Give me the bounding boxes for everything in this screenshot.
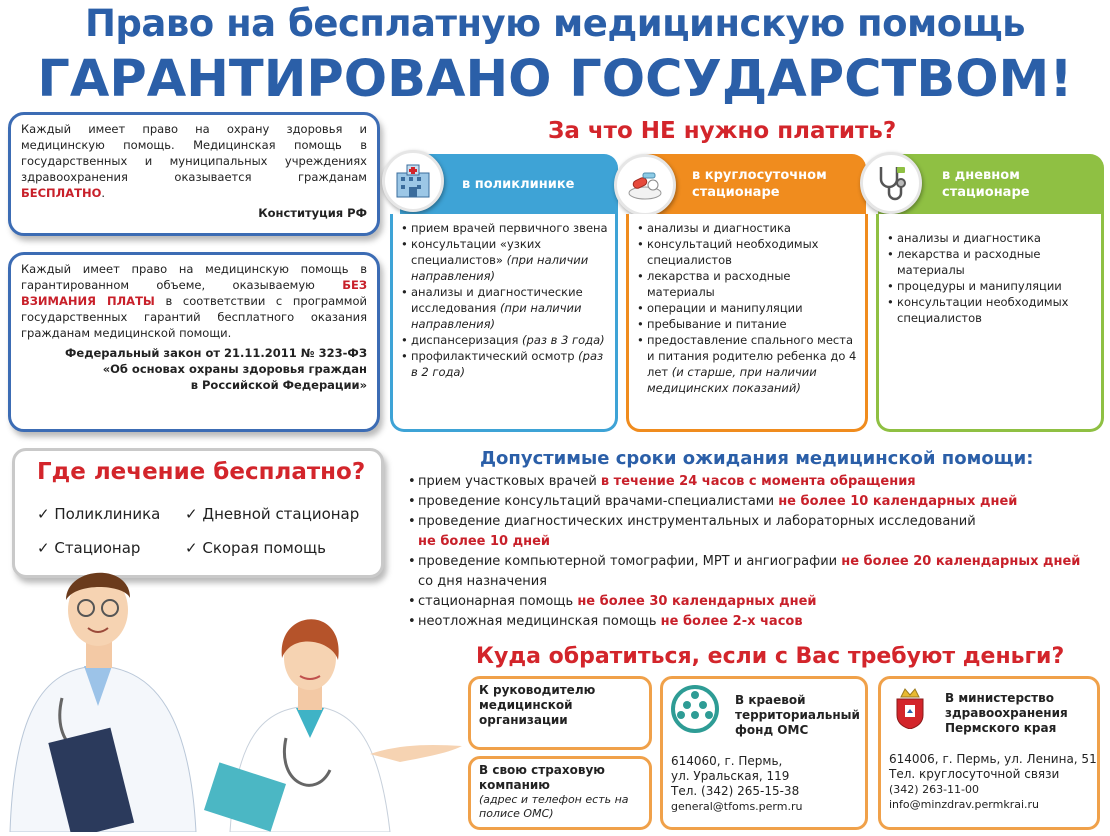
- service-item: • анализы и диагностические исследования (при наличии направления): [401, 284, 609, 332]
- service-item: • процедуры и манипуляции: [887, 278, 1095, 294]
- service-item: • профилактический осмотр (раз в 2 года): [401, 348, 609, 380]
- wait-time-item: • проведение консультаций врачами-специалистами не более 10 календарных дней: [408, 492, 1098, 512]
- clinic-service-list: [401, 220, 609, 380]
- service-item: • анализы и диагностика: [887, 230, 1095, 246]
- where-free-item: ✓ Стационар: [37, 539, 141, 557]
- wait-time-item: • неотложная медицинская помощь не более 2-х часов: [408, 612, 1098, 632]
- contact-insurer: В свою страховую компанию (адрес и телефон есть на полисе ОМС): [468, 756, 652, 830]
- service-item: • предоставление спального места и питания родителю ребенка до 4 лет (и старше, при наличии медицинских показаний): [637, 332, 859, 396]
- service-item: • анализы и диагностика: [637, 220, 859, 236]
- service-item-note: (раз в 3 года): [522, 333, 605, 347]
- constitution-text: Каждый имеет право на охрану здоровья и медицинскую помощь. Медицинская помощь в государственных и муниципальных учреждениях здравоохранения оказывается гражданам БЕСПЛАТНО.: [21, 122, 367, 200]
- federal-law-highlight: БЕЗ ВЗИМАНИЯ ПЛАТЫ: [21, 278, 368, 308]
- wait-time-limit: не более 10 дней: [418, 534, 551, 549]
- service-item: • операции и манипуляции: [637, 300, 859, 316]
- header-title-line2: ГАРАНТИРОВАНО ГОСУДАРСТВОМ!: [37, 50, 1073, 109]
- where-free-item: ✓ Поликлиника: [37, 505, 161, 523]
- federal-law-text: Каждый имеет право на медицинскую помощь в гарантированном объеме, оказываемую БЕЗ ВЗИМАНИЯ ПЛАТЫ в соответствии с программой государственных гарантий бесплатного оказания гражданам медицинской помощи.: [21, 262, 368, 340]
- contact-oms-fund: В краевой территориальный фонд ОМС 614060, г. Пермь, ул. Уральская, 119 Тел. (342) 265-15-38 general@tfoms.perm.ru: [660, 676, 868, 830]
- wait-times-title: Допустимые сроки ожидания медицинской помощи:: [480, 448, 1034, 469]
- federal-law-source-1: Федеральный закон от 21.11.2011 № 323-ФЗ: [65, 346, 367, 360]
- constitution-card: [8, 112, 380, 236]
- service-item-note: (и старше, при наличии медицинских показаний): [647, 365, 817, 395]
- medicine-icon: [614, 154, 676, 216]
- constitution-highlight: БЕСПЛАТНО: [21, 186, 102, 200]
- hospital-column-body: [626, 214, 868, 432]
- oms-fund-logo-icon: [669, 685, 721, 743]
- service-item: • консультаций необходимых специалистов: [637, 236, 859, 268]
- doctors-illustration: [0, 548, 470, 832]
- contacts-title: Куда обратиться, если с Вас требуют деньги?: [476, 644, 1065, 669]
- service-item: • прием врачей первичного звена: [401, 220, 609, 236]
- wait-time-limit: не более 20 календарных дней: [841, 554, 1081, 569]
- service-item-note: (при наличии направления): [411, 301, 582, 331]
- service-item: • лекарства и расходные материалы: [637, 268, 859, 300]
- day-hospital-column-body: [876, 214, 1104, 432]
- hospital-service-list: [637, 220, 859, 396]
- service-item: • лекарства и расходные материалы: [887, 246, 1095, 278]
- perm-coat-of-arms-icon: [893, 685, 927, 733]
- wait-time-limit: не более 30 календарных дней: [577, 594, 817, 609]
- wait-time-item: • проведение компьютерной томографии, МРТ и ангиографии не более 20 календарных дней со дня назначения: [408, 552, 1098, 592]
- service-item-note: (раз в 2 года): [411, 349, 604, 379]
- service-item: • консультации необходимых специалистов: [887, 294, 1095, 326]
- free-services-title: За что НЕ нужно платить?: [548, 118, 897, 144]
- wait-time-item: • стационарная помощь не более 30 календарных дней: [408, 592, 1098, 612]
- header-title-line1: Право на бесплатную медицинскую помощь: [84, 2, 1026, 45]
- wait-time-limit: в течение 24 часов с момента обращения: [600, 474, 916, 489]
- federal-law-source-2: «Об основах охраны здоровья граждан: [102, 362, 367, 376]
- federal-law-source-3: в Российской Федерации»: [190, 378, 367, 392]
- service-item: • диспансеризация (раз в 3 года): [401, 332, 609, 348]
- day-hospital-service-list: [887, 230, 1095, 326]
- clinic-column-header: в поликлинике: [400, 154, 618, 214]
- service-item: • консультации «узких специалистов» (при наличии направления): [401, 236, 609, 284]
- wait-times-list: [408, 472, 1098, 632]
- clinic-building-icon: [382, 150, 444, 212]
- contact-head-of-org: К руководителю медицинской организации: [468, 676, 652, 750]
- federal-law-card: [8, 252, 380, 432]
- clinic-column-body: [390, 214, 618, 432]
- wait-time-item: • проведение диагностических инструментальных и лабораторных исследований не более 10 дней: [408, 512, 1098, 552]
- wait-time-tail: со дня назначения: [418, 574, 547, 589]
- constitution-source: Конституция РФ: [258, 206, 367, 220]
- wait-time-item: • прием участковых врачей в течение 24 часов с момента обращения: [408, 472, 1098, 492]
- where-free-item: ✓ Дневной стационар: [185, 505, 360, 523]
- wait-time-limit: не более 10 календарных дней: [778, 494, 1018, 509]
- service-item: • пребывание и питание: [637, 316, 859, 332]
- stethoscope-icon: [860, 152, 922, 214]
- service-item-note: (при наличии направления): [411, 253, 589, 283]
- where-free-item: ✓ Скорая помощь: [185, 539, 327, 557]
- hospital-column-header: в круглосуточном стационаре: [634, 154, 866, 214]
- contact-ministry: В министерство здравоохранения Пермского края 614006, г. Пермь, ул. Ленина, 51 Тел. круглосуточной связи (342) 263-11-00 info@minzdrav.permkrai.ru: [878, 676, 1100, 830]
- day-hospital-column-header: в дневном стационаре: [878, 154, 1104, 214]
- wait-time-limit: не более 2-х часов: [660, 614, 803, 629]
- where-free-title: Где лечение бесплатно?: [37, 459, 366, 485]
